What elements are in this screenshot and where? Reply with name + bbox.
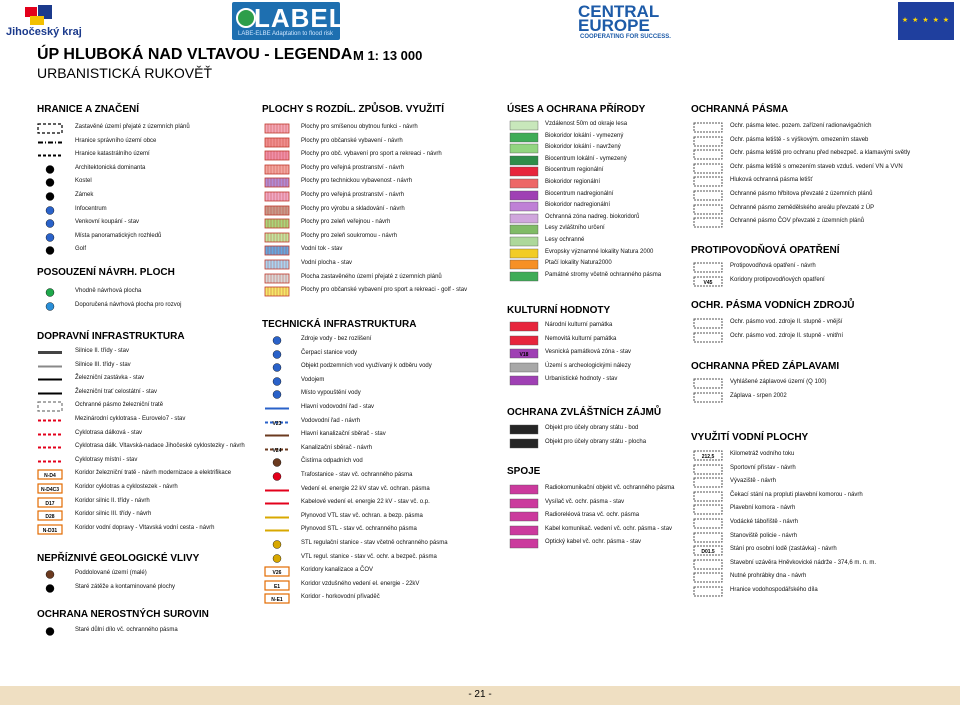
legend-item-label: Koridor silnic III. třídy - návrh: [75, 511, 152, 518]
legend-item-label: Plynovod STL - stav vč. ochranného pásma: [301, 526, 417, 533]
road2-symbol: [37, 347, 63, 358]
area-swatch-icon: [693, 163, 723, 174]
legend-item-label: Staré důlní dílo vč. ochranného pásma: [75, 627, 178, 633]
area-swatch-icon: [264, 123, 290, 134]
area-swatch-icon: [693, 122, 723, 133]
legend-item-label: Mezinárodní cyklotrasa - Eurovelo7 - stav: [75, 416, 186, 422]
legend-item-label: Plochy pro technickou vybavenost - návrh: [301, 178, 413, 185]
legend-item-label: Národní kulturní památka: [545, 322, 613, 328]
legend-item-label: Stání pro osobní lodě (zastávka) - návrh: [730, 546, 837, 553]
legend-item-label: Vyhlášené záplavové území (Q 100): [730, 379, 827, 385]
area-swatch-icon: [509, 259, 539, 270]
jihocesky-kraj-logo: [6, 4, 82, 38]
symbol-code-label: 212,5: [701, 454, 715, 460]
legend-item-label: Trafostanice - stav vč. ochranného pásma: [301, 472, 413, 478]
legend-item-label: Čistírna odpadních vod: [301, 458, 363, 465]
area-swatch-icon: [264, 218, 290, 229]
section-title: PLOCHY S ROZDÍL. ZPŮSOB. VYUŽITÍ: [262, 104, 445, 115]
legend-item-label: Památné stromy včetně ochranného pásma: [545, 271, 662, 278]
area-swatch-icon: [509, 424, 539, 435]
symbol-code-label: N-D31: [42, 527, 58, 534]
legend-item-label: Koridor vzdušného vedení el. energie - 22kV: [301, 580, 420, 587]
legend-item-label: Čerpací stanice vody: [301, 349, 358, 356]
section-title: ÚSES A OCHRANA PŘÍRODY: [507, 104, 646, 115]
area-swatch-icon: [693, 464, 723, 475]
legend-item-label: Železniční zastávka - stav: [75, 375, 145, 382]
reservoir-icon: [264, 376, 290, 387]
legend-item-label: Koridory protipovodňových opatření: [730, 276, 825, 283]
legend-item-label: Stanoviště policie - návrh: [730, 532, 798, 539]
area-swatch-icon: [693, 318, 723, 329]
legend-item-label: Plochy pro obč. vybavení pro sport a rekreaci - návrh: [301, 151, 442, 158]
legend-item-label: Koridor cyklotras a cyklostezek - návrh: [75, 484, 178, 490]
legend-item-label: Místa panoramatických rozhledů: [75, 232, 162, 239]
symbol-code-label: E1: [273, 583, 281, 590]
logo-jc-text: Jihočeský kraj: [6, 26, 82, 38]
undermined-icon: [37, 569, 63, 580]
legend-item-label: Ochr. pásmo vod. zdroje II. stupně - vnější: [730, 319, 843, 325]
area-swatch-icon: [693, 262, 723, 273]
area-swatch-icon: [264, 245, 290, 256]
section-title: TECHNICKÁ INFRASTRUKTURA: [262, 319, 417, 330]
area-swatch-icon: [509, 484, 539, 495]
dashed-box-symbol: [37, 123, 63, 134]
symbol-code-label: V18: [519, 352, 529, 359]
corridor-road2-symbol: [37, 497, 63, 508]
legend-item-label: STL regulační stanice - stav včetně ochranného pásma: [301, 540, 448, 546]
area-swatch-icon: [264, 191, 290, 202]
legend-item-label: Ochr. pásma letiště - s výškovým. omezením staveb: [730, 136, 869, 143]
legend-item-label: Ochranné pásmo ČOV převzaté z územních plánů: [730, 218, 865, 225]
area-swatch-icon: [693, 392, 723, 403]
dashdot-line-symbol: [37, 137, 63, 148]
symbol-code-label: V45: [703, 279, 713, 286]
area-swatch-icon: [509, 271, 539, 282]
central-europe-logo: [578, 2, 678, 42]
well-icon: [264, 362, 290, 373]
area-swatch-icon: [509, 178, 539, 189]
pump-icon: [264, 349, 290, 360]
legend-item-label: Čekací stání na propluti plavební komorou - návrh: [730, 491, 863, 498]
legend-item-label: Biokoridor lokální - vymezený: [545, 132, 624, 139]
cycle-long-symbol: [37, 429, 63, 440]
legend-item-label: Radioreléová trasa vč. ochr. pásma: [545, 512, 640, 519]
legend-item-label: Hranice vodohospodářského díla: [730, 587, 818, 593]
area-swatch-icon: [693, 518, 723, 529]
cycle-local-symbol: [37, 456, 63, 467]
legend-item-label: Ochranná zóna nadreg. biokoridorů: [545, 213, 640, 220]
legend-item-label: Zdroje vody - bez rozlišení: [301, 336, 372, 342]
legend-item-label: Staré zátěže a kontaminované plochy: [75, 584, 176, 590]
legend-item-label: Plochy pro veřejná prostranství - návrh: [301, 164, 405, 171]
logo-ce-line2: EUROPE: [578, 16, 650, 35]
section-title: OCHRANA ZVLÁŠTNÍCH ZÁJMŮ: [507, 407, 662, 418]
area-swatch-icon: [509, 348, 539, 359]
legend-item-label: VTL regul. stanice - stav vč. ochr. a bezpeč. pásma: [301, 553, 437, 560]
legend-item-label: Kanalizační sběrač - návrh: [301, 444, 373, 451]
area-swatch-icon: [693, 504, 723, 515]
area-swatch-icon: [264, 205, 290, 216]
symbol-code-label: V26: [272, 570, 282, 577]
area-swatch-icon: [693, 586, 723, 597]
water-main-symbol: [264, 403, 290, 414]
gas-vtl-symbol: [264, 512, 290, 523]
legend-item-label: Biokoridor regionální: [545, 179, 601, 185]
legend-item-label: Cyklotrasy místní - stav: [75, 456, 138, 463]
area-swatch-icon: [509, 143, 539, 154]
legend-item-label: Lesy zvláštního určení: [545, 225, 605, 232]
legend-item-label: Plochy pro občanské vybavení - návrh: [301, 137, 403, 144]
legend-item-label: Sportovní přístav - návrh: [730, 464, 796, 471]
legend-item-label: Plochy pro zeleň soukromou - návrh: [301, 232, 398, 239]
section-title: NEPŘÍZNIVÉ GEOLOGICKÉ VLIVY: [37, 553, 200, 564]
corridor-sewer-symbol: [264, 566, 290, 577]
legend-item-label: Objekt pro účely obrany státu - plocha: [545, 438, 647, 445]
legend-item-label: Vývaziště - návrh: [730, 478, 777, 485]
legend-item-label: Cyklotrasa dálk. Vltavská-nadace Jihočeské cyklostezky - návrh: [75, 443, 245, 450]
church-icon: [37, 177, 63, 188]
corridor-rail-symbol: [37, 469, 63, 480]
section-title: VYUŽITÍ VODNÍ PLOCHY: [691, 432, 809, 443]
page-number: - 21 -: [468, 689, 492, 700]
area-swatch-icon: [693, 572, 723, 583]
corridor-road3-symbol: [37, 510, 63, 521]
area-swatch-icon: [509, 498, 539, 509]
gas-reg-icon: [264, 539, 290, 550]
info-icon: [37, 205, 63, 216]
legend-item-label: Plochy pro občanské vybavení pro sport a rekreaci - golf - stav: [301, 287, 468, 294]
dotted-line-symbol: [37, 150, 63, 161]
area-swatch-icon: [509, 155, 539, 166]
check-icon: [37, 287, 63, 298]
water-plan-symbol: [264, 417, 290, 428]
legend-item-label: Venkovní koupání - stav: [75, 219, 140, 226]
legend-item-label: Plocha zastavěného území přejaté z územních plánů: [301, 273, 442, 280]
corridor-cycle-symbol: [37, 483, 63, 494]
sewer-plan-symbol: [264, 444, 290, 455]
legend-item-label: Biocentrum regionální: [545, 167, 604, 174]
legend-item-label: Plochy pro zeleň veřejnou - návrh: [301, 219, 391, 226]
area-swatch-icon: [693, 477, 723, 488]
area-swatch-icon: [509, 224, 539, 235]
area-swatch-icon: [509, 166, 539, 177]
legend-item-label: Ochr. pásma letiště pro ochranu před nebezpeč. a klamavými světly: [730, 150, 911, 157]
area-swatch-icon: [509, 236, 539, 247]
legend-item-label: Optický kabel vč. ochr. pásma - stav: [545, 539, 642, 546]
legend-item-label: Silnice II. třídy - stav: [75, 348, 130, 354]
rail-symbol: [37, 388, 63, 399]
legend-item-label: Biokoridor lokální - navržený: [545, 144, 621, 151]
legend-item-label: Ochr. pásma letiště s omezením staveb vzduš. vedení VN a VVN: [730, 163, 903, 170]
legend-item-label: Biokoridor nadregionální: [545, 202, 611, 209]
legend-item-label: Vodácké tábořiště - návrh: [730, 519, 799, 525]
corridor-power-symbol: [264, 580, 290, 591]
legend-item-label: Protipovodňová opatření - návrh: [730, 263, 816, 269]
legend-item-label: Kabel komunikač. vedení vč. ochr. pásma - stav: [545, 525, 673, 532]
area-swatch-icon: [693, 491, 723, 502]
corridor-heat-symbol: [264, 593, 290, 604]
legend-item-label: Plochy pro výrobu a skladování - návrh: [301, 205, 405, 212]
legend-item-label: Silnice III. třídy - stav: [75, 361, 131, 368]
legend-item-label: Vodní tok - stav: [301, 246, 343, 253]
road3-symbol: [37, 361, 63, 372]
power22-symbol: [264, 485, 290, 496]
symbol-code-label: N-E1: [271, 597, 283, 604]
legend-item-label: Hluková ochranná pásma letišť: [730, 177, 813, 184]
legend-item-label: Koridor silnic II. třídy - návrh: [75, 497, 150, 504]
globe-icon: [236, 8, 256, 28]
area-swatch-icon: [264, 137, 290, 148]
area-swatch-icon: [693, 204, 723, 215]
legend-item-label: Záplava - srpen 2002: [730, 392, 787, 399]
cycle-plan-symbol: [37, 442, 63, 453]
page-subtitle: URBANISTICKÁ RUKOVĚŤ: [37, 65, 213, 81]
panorama-icon: [37, 232, 63, 243]
area-swatch-icon: [693, 532, 723, 543]
area-swatch-icon: [509, 538, 539, 549]
area-swatch-icon: [693, 276, 723, 287]
label-project-logo: [232, 2, 346, 40]
legend-item-label: Ochranné pásmo hřbitova převzaté z územních plánů: [730, 191, 873, 197]
legend-item-label: Nemovitá kulturní památka: [545, 335, 617, 342]
legend-item-label: Nutné prohrábky dna - návrh: [730, 573, 807, 580]
area-swatch-icon: [264, 273, 290, 284]
castle-icon: [37, 191, 63, 202]
legend-item-label: Objekt podzemních vod využívaný k odběru vody: [301, 363, 432, 370]
legend-item-label: Vhodně návrhová plocha: [75, 288, 142, 294]
golf-icon: [37, 245, 63, 256]
sewer-main-symbol: [264, 430, 290, 441]
legend-item-label: Hlavní kanalizační sběrač - stav: [301, 431, 386, 438]
legend-item-label: Kilometráž vodního toku: [730, 451, 795, 457]
legend-item-label: Objekt pro účely obrany státu - bod: [545, 425, 639, 431]
area-swatch-icon: [509, 213, 539, 224]
legend-item-label: Doporučená návrhová plocha pro rozvoj: [75, 301, 182, 308]
area-swatch-icon: [509, 375, 539, 386]
legend-item-label: Lesy ochranné: [545, 237, 585, 243]
legend-item-label: Zastavěné území přejaté z územních plánů: [75, 124, 190, 130]
map-scale: M 1: 13 000: [353, 48, 423, 63]
legend-item-label: Architektonická dominanta: [75, 164, 146, 171]
area-swatch-icon: [509, 201, 539, 212]
section-title: DOPRAVNÍ INFRASTRUKTURA: [37, 331, 185, 342]
eu-flag-icon: ★ ★ ★ ★ ★: [898, 2, 954, 40]
legend-item-label: Golf: [75, 246, 87, 253]
cable22-symbol: [264, 498, 290, 509]
legend-item-label: Plavební komora - návrh: [730, 505, 796, 512]
dominant-icon: [37, 164, 63, 175]
area-swatch-icon: [693, 217, 723, 228]
legend-item-label: Vesnická památková zóna - stav: [545, 349, 632, 356]
legend-item-label: Vodovodní řad - návrh: [301, 417, 361, 424]
area-swatch-icon: [693, 136, 723, 147]
area-swatch-icon: [509, 132, 539, 143]
legend-item-label: Ochranné pásmo zemědělského areálu převzaté z ÚP: [730, 204, 875, 211]
legend-item-label: Hranice katastrálního území: [75, 151, 150, 158]
section-title: OCHRANNÁ PÁSMA: [691, 104, 789, 115]
area-swatch-icon: [693, 190, 723, 201]
area-swatch-icon: [264, 286, 290, 297]
legend-item-label: Kostel: [75, 178, 92, 185]
water-source-icon: [264, 335, 290, 346]
area-swatch-icon: [693, 450, 723, 461]
swim-icon: [37, 218, 63, 229]
symbol-code-label: N-D4: [44, 473, 56, 480]
section-title: SPOJE: [507, 466, 541, 477]
section-title: KULTURNÍ HODNOTY: [507, 305, 611, 316]
legend-item-label: Koridor železniční tratě - návrh modernizace a elektrifikace: [75, 470, 232, 477]
legend-item-label: Plochy pro smíšenou obytnou funkci - návrh: [301, 124, 418, 130]
legend-item-label: Vedení el. energie 22 kV stav vč. ochran. pásma: [301, 485, 430, 492]
legend-item-label: Stavební uzávěra Hněvkovické nádrže - 374,6 m. n. m.: [730, 559, 877, 566]
area-swatch-icon: [264, 259, 290, 270]
area-swatch-icon: [264, 150, 290, 161]
legend-item-label: Koridor - horkovodní přivaděč: [301, 594, 380, 601]
symbol-code-label: N-D4C3: [40, 487, 60, 493]
legend-item-label: Vzdálenost 50m od okraje lesa: [545, 121, 628, 127]
gas-stl-symbol: [264, 525, 290, 536]
mine-icon: [37, 626, 63, 637]
outlet-icon: [264, 389, 290, 400]
legend-item-label: Hranice správního území obce: [75, 137, 157, 144]
legend-item-label: Ptačí lokality Natura2000: [545, 260, 612, 267]
logo-ce-line3: COOPERATING FOR SUCCESS.: [580, 34, 671, 40]
legend-item-label: Hlavní vodovodní řad - stav: [301, 404, 375, 410]
area-swatch-icon: [509, 120, 539, 131]
legend-item-label: Ochr. pásmo vod. zdroje II. stupně - vnitřní: [730, 332, 844, 339]
gas-reg-vtl-icon: [264, 553, 290, 564]
symbol-code-label: V24: [272, 447, 282, 454]
section-title: POSOUZENÍ NÁVRH. PLOCH: [37, 267, 175, 278]
legend-item-label: Evropsky významné lokality Natura 2000: [545, 248, 654, 255]
area-swatch-icon: [693, 559, 723, 570]
transformer-icon: [264, 471, 290, 482]
page-title: ÚP HLUBOKÁ NAD VLTAVOU - LEGENDA: [37, 46, 353, 63]
legend-item-label: Poddolované území (malé): [75, 570, 147, 576]
legend-item-label: Vodní plocha - stav: [301, 260, 353, 266]
legend-item-label: Vodojem: [301, 376, 325, 383]
legend-item-label: Kabelové vedení el. energie 22 kV - stav vč. o.p.: [301, 499, 430, 506]
section-title: HRANICE A ZNAČENÍ: [37, 104, 140, 115]
symbol-code-label: D01.5: [701, 549, 715, 556]
legend-item-label: Vysílač vč. ochr. pásma - stav: [545, 498, 625, 505]
legend-item-label: Infocentrum: [75, 205, 107, 212]
symbol-code-label: D17: [45, 500, 55, 507]
corridor-water-symbol: [37, 524, 63, 535]
area-swatch-icon: [509, 511, 539, 522]
area-swatch-icon: [264, 164, 290, 175]
legend-item-label: Zámek: [75, 192, 94, 198]
area-swatch-icon: [509, 362, 539, 373]
logo-ce-line1: CENTRAL: [578, 2, 660, 21]
wwtp-icon: [264, 457, 290, 468]
section-title: OCHRANNA PŘED ZÁPLAVAMI: [691, 361, 840, 372]
legend-item-label: Koridory kanalizace a ČOV: [301, 567, 374, 574]
area-swatch-icon: [509, 438, 539, 449]
legend-item-label: Území s archeologickými nálezy: [545, 362, 631, 369]
section-title: PROTIPOVODŇOVÁ OPATŘENÍ: [691, 245, 840, 256]
section-title: OCHR. PÁSMA VODNÍCH ZDROJŮ: [691, 300, 855, 311]
legend-item-label: Plynovod VTL stav vč. ochran. a bezp. pásma: [301, 512, 423, 519]
area-swatch-icon: [693, 176, 723, 187]
legend-item-label: Železniční trať celostátní - stav: [75, 388, 157, 395]
legend-item-label: Cyklotrasa dálková - stav: [75, 429, 143, 436]
area-swatch-icon: [509, 248, 539, 259]
area-swatch-icon: [509, 321, 539, 332]
symbol-code-label: D28: [45, 514, 55, 521]
plus-icon: [37, 301, 63, 312]
legend-item-label: Koridor vodní dopravy - Vltavská vodní cesta - návrh: [75, 524, 215, 531]
area-swatch-icon: [693, 545, 723, 556]
contam-icon: [37, 583, 63, 594]
logo-label-big: LABEL: [254, 3, 346, 33]
area-swatch-icon: [693, 332, 723, 343]
area-swatch-icon: [264, 232, 290, 243]
section-title: OCHRANA NEROSTNÝCH SUROVIN: [37, 609, 209, 620]
area-swatch-icon: [509, 190, 539, 201]
area-swatch-icon: [693, 378, 723, 389]
cycle-int-symbol: [37, 415, 63, 426]
legend-item-label: Ochranné pásmo železniční tratě: [75, 402, 164, 409]
legend-item-label: Urbanistické hodnoty - stav: [545, 376, 618, 383]
area-swatch-icon: [693, 149, 723, 160]
legend-item-label: Ochr. pásma letec. pozem. zařízení radionavigačních: [730, 123, 872, 129]
symbol-code-label: V23: [272, 420, 282, 427]
legend-item-label: Biocentrum nadregionální: [545, 190, 614, 197]
logo-label-small: LABE-ELBE Adaptation to flood risk: [238, 31, 334, 37]
area-swatch-icon: [509, 525, 539, 536]
rail-zone-symbol: [37, 401, 63, 412]
legend-item-label: Radiokomunikační objekt vč. ochranného pásma: [545, 485, 675, 491]
legend-item-label: Biocentrum lokální - vymezený: [545, 155, 627, 162]
region-emblem-icon: [24, 4, 54, 26]
rail-stop-symbol: [37, 374, 63, 385]
area-swatch-icon: [509, 335, 539, 346]
legend-item-label: Plochy pro veřejná prostranství - návrh: [301, 192, 405, 198]
legend-item-label: Místo vypouštění vody: [301, 390, 361, 397]
area-swatch-icon: [264, 177, 290, 188]
